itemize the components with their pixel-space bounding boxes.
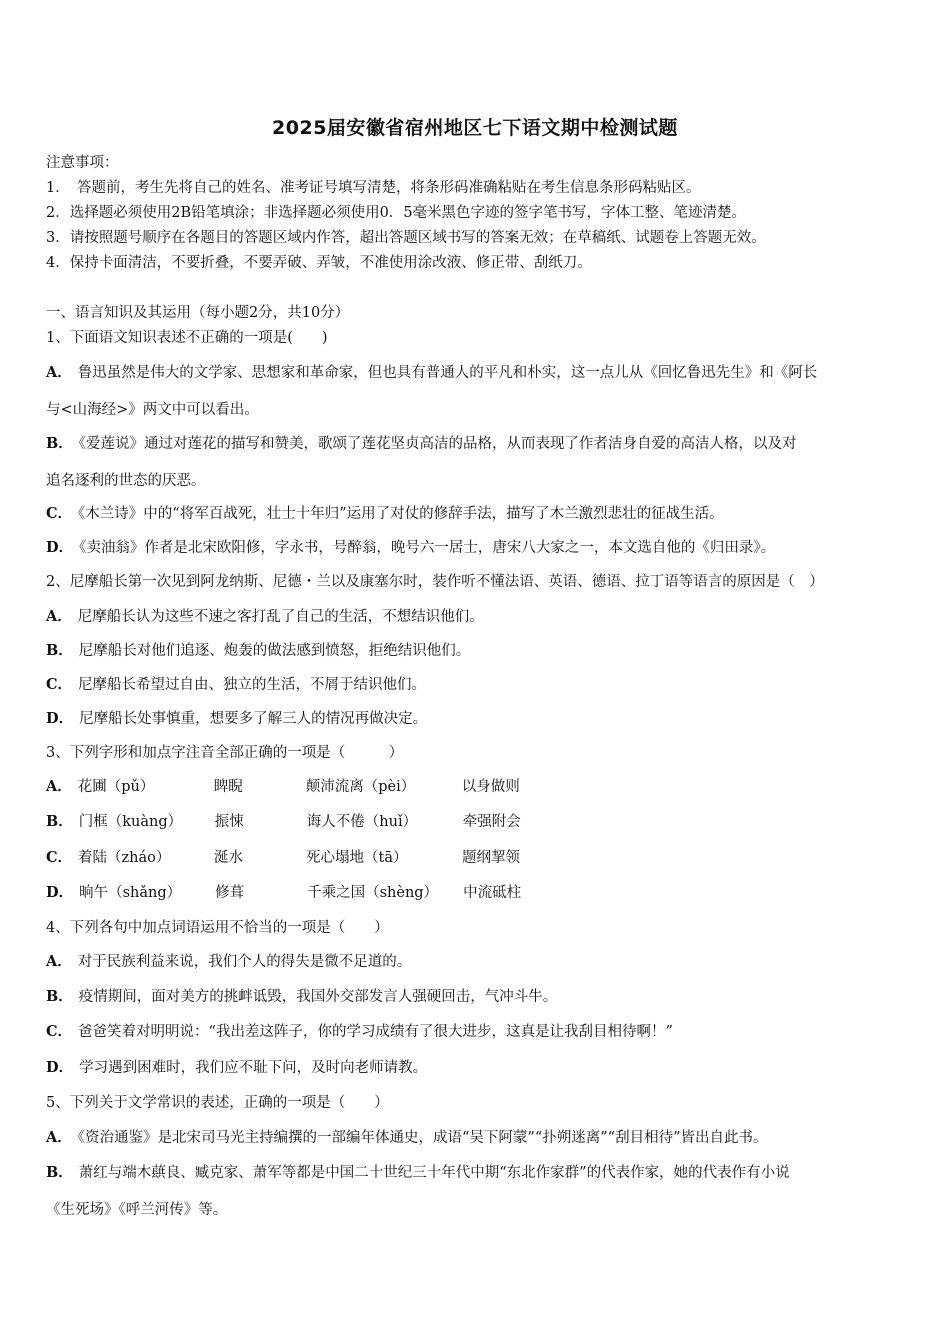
question-1-option-d	[46, 536, 775, 557]
option-label: A．	[46, 608, 72, 625]
option-text: 鲁迅虽然是伟大的文学家、思想家和革命家，但也具有普通人的平凡和朴实，这一点儿从《回忆鲁迅先生》和《阿长	[77, 365, 818, 381]
option-cell: 晌午（shǎng）	[79, 885, 182, 901]
option-cell: 题纲挈领	[462, 850, 521, 866]
option-cell: 涎水	[214, 850, 244, 866]
option-text: 尼摩船长认为这些不速之客打乱了自己的生活，不想结识他们。	[77, 609, 484, 625]
option-text: 《卖油翁》作者是北宋欧阳修，字永书，号醉翁，晚号六一居士，唐宋八大家之一，本文选自他的《归田录》。	[79, 540, 776, 556]
option-cell: 千乘之国（shèng）	[307, 885, 439, 901]
option-text: 学习遇到困难时，我们应不耻下问，及时向老师请教。	[79, 1060, 428, 1076]
question-4-option-a	[46, 950, 411, 971]
question-3-option-b	[46, 810, 521, 831]
option-cell: 花圃（pǔ）	[77, 779, 155, 795]
option-cell: 振悚	[214, 814, 244, 830]
option-text: 尼摩船长希望过自由、独立的生活，不屑于结识他们。	[78, 677, 427, 693]
question-5-stem: 5、下列关于文学常识的表述，正确的一项是（ ）	[46, 1095, 389, 1111]
option-cell: 睥睨	[213, 779, 243, 795]
option-label: A．	[46, 953, 72, 970]
option-label: C．	[46, 676, 73, 693]
question-1-stem: 1、下面语文知识表述不正确的一项是( )	[46, 330, 328, 346]
option-label: A．	[46, 364, 72, 381]
option-text: 尼摩船长对他们追逐、炮轰的做法感到愤怒，拒绝结识他们。	[78, 643, 471, 659]
option-label: B．	[46, 1164, 73, 1181]
option-label: C．	[46, 1023, 73, 1040]
question-5-option-a	[46, 1126, 768, 1147]
option-text: 《木兰诗》中的“将军百战死，壮士十年归”运用了对仗的修辞手法，描写了木兰激烈悲壮的征战生活。	[78, 506, 724, 522]
notice-item: 4．保持卡面清洁，不要折叠，不要弄破、弄皱，不准使用涂改液、修正带、刮纸刀。	[46, 255, 592, 271]
section-heading: 一、语言知识及其运用（每小题2分，共10分）	[46, 305, 350, 321]
question-4-option-d	[46, 1056, 427, 1077]
option-cell: 修葺	[215, 885, 245, 901]
option-cell: 死心塌地（tā）	[306, 850, 408, 866]
option-label: C．	[46, 505, 73, 522]
option-cell: 中流砥柱	[463, 885, 522, 901]
option-text: 疫情期间，面对美方的挑衅诋毁，我国外交部发言人强硬回击，气冲斗牛。	[78, 989, 558, 1005]
option-cell: 以身做则	[461, 779, 520, 795]
option-label: B．	[46, 642, 73, 659]
notice-item: 3．请按照题号顺序在各题目的答题区域内作答，超出答题区域书写的答案无效；在草稿纸、试题卷上答题无效。	[46, 230, 766, 246]
question-3-stem: 3、下列字形和加点字注音全部正确的一项是（ ）	[46, 745, 404, 761]
option-label: B．	[46, 988, 73, 1005]
option-cell: 牵强附会	[462, 814, 521, 830]
option-cell: 颠沛流离（pèi）	[305, 779, 416, 795]
question-1-option-a-cont: 与<山海经>》两文中可以看出。	[46, 402, 259, 418]
option-label: D．	[46, 710, 74, 727]
notice-item: 2．选择题必须使用2B铅笔填涂；非选择题必须使用0．5毫米黑色字迹的签字笔书写，字体工整、笔迹清楚。	[46, 205, 747, 221]
page-title: 2025届安徽省宿州地区七下语文期中检测试题	[272, 117, 678, 139]
option-cell: 门框（kuàng）	[78, 814, 183, 830]
question-1-option-c	[46, 502, 724, 523]
option-label: D．	[46, 884, 74, 901]
option-cell: 诲人不倦（huǐ）	[306, 814, 418, 830]
question-4-stem: 4、下列各句中加点词语运用不恰当的一项是（ ）	[46, 920, 389, 936]
question-5-option-b-cont: 《生死场》《呼兰河传》等。	[46, 1202, 228, 1218]
question-2-option-b	[46, 639, 470, 660]
option-text: 对于民族利益来说，我们个人的得失是微不足道的。	[77, 954, 412, 970]
question-3-option-c	[46, 846, 520, 867]
option-text: 《爱莲说》通过对莲花的描写和赞美，歌颂了莲花坚贞高洁的品格，从而表现了作者洁身自爱的高洁人格，以及对	[78, 436, 797, 452]
question-2-option-d	[46, 707, 427, 728]
option-label: D．	[46, 1059, 74, 1076]
option-label: A．	[46, 778, 72, 795]
option-label: D．	[46, 539, 74, 556]
question-1-option-b	[46, 432, 797, 453]
question-5-option-b	[46, 1161, 790, 1182]
question-3-option-d	[46, 881, 521, 902]
question-1-option-a	[46, 361, 817, 382]
question-4-option-c	[46, 1020, 673, 1041]
question-2-option-a	[46, 605, 484, 626]
notice-item: 1． 答题前，考生先将自己的姓名、准考证号填写清楚，将条形码准确粘贴在考生信息条形码粘贴区。	[46, 180, 701, 196]
option-label: A．	[46, 1129, 72, 1146]
option-text: 《资治通鉴》是北宋司马光主持编撰的一部编年体通史，成语“吴下阿蒙”“扑朔迷离”“刮目相待”皆出自此书。	[77, 1130, 768, 1146]
option-label: B．	[46, 435, 73, 452]
question-4-option-b	[46, 985, 557, 1006]
option-text: 萧红与端木蕻良、臧克家、萧军等都是中国二十世纪三十年代中期“东北作家群”的代表作家，她的代表作有小说	[78, 1165, 790, 1181]
option-text: 爸爸笑着对明明说：“我出差这阵子，你的学习成绩有了很大进步，这真是让我刮目相待啊！”	[78, 1024, 673, 1040]
question-2-stem: 2、尼摩船长第一次见到阿龙纳斯、尼德・兰以及康塞尔时，装作听不懂法语、英语、德语、拉丁语等语言的原因是（ ）	[46, 574, 824, 590]
option-label: C．	[46, 849, 73, 866]
option-label: B．	[46, 813, 73, 830]
option-text: 尼摩船长处事慎重，想要多了解三人的情况再做决定。	[79, 711, 428, 727]
question-2-option-c	[46, 673, 426, 694]
notice-heading: 注意事项：	[46, 155, 119, 171]
question-1-option-b-cont: 追名逐利的世态的厌恶。	[46, 473, 206, 489]
question-3-option-a	[46, 775, 520, 796]
option-cell: 着陆（zháo）	[78, 850, 171, 866]
